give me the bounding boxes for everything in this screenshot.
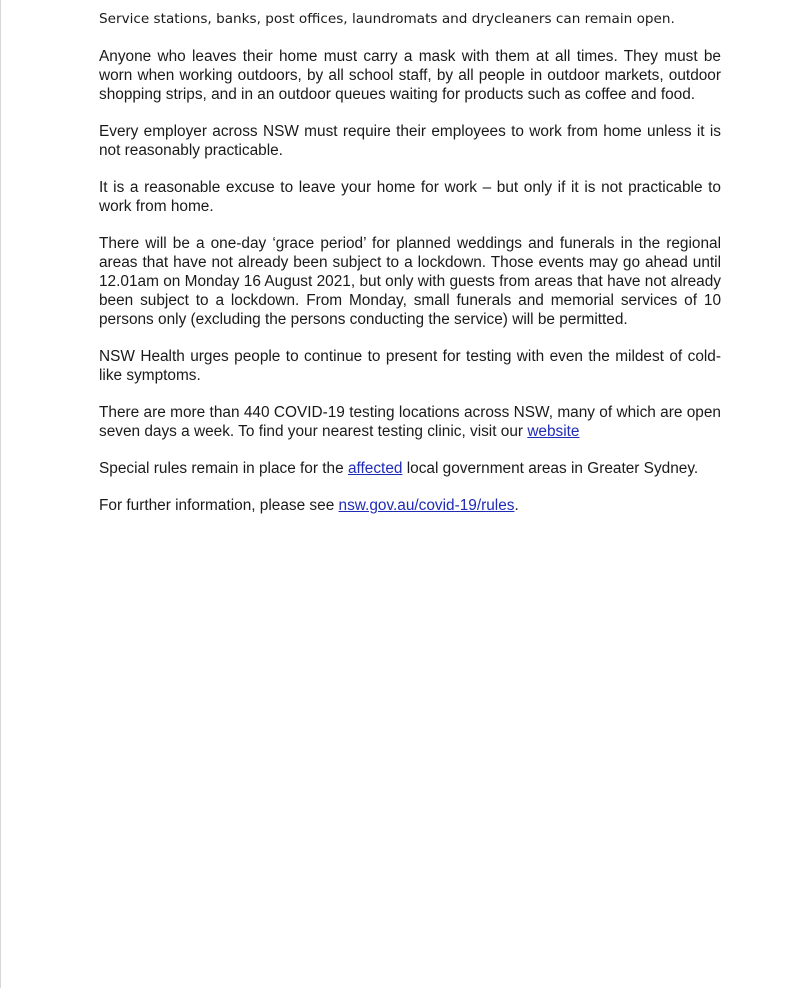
paragraph-services-open: Service stations, banks, post offices, laundromats and drycleaners can remain open. <box>99 11 675 27</box>
rules-link[interactable]: nsw.gov.au/covid-19/rules <box>338 497 515 514</box>
paragraph-testing-urge: NSW Health urges people to continue to present for testing with even the mildest of cold-like symptoms. <box>99 348 721 384</box>
paragraph-special-rules <box>99 459 721 478</box>
paragraph-testing-locations <box>99 403 721 441</box>
document-body <box>99 10 721 533</box>
testing-locations-text: There are more than 440 COVID-19 testing locations across NSW, many of which are open seven days a week. To find your nearest testing clinic, visit our <box>99 404 721 440</box>
paragraph-grace-period: There will be a one-day ‘grace period’ for planned weddings and funerals in the regional areas that have not already been subject to a lockdown. Those events may go ahead until 12.01am on Monday 16 August 2021, but only with guests from areas that have not already been subject to a lockdown. From Monday, small funerals and memorial services of 10 persons only (excluding the persons conducting the service) will be permitted. <box>99 235 721 328</box>
paragraph-masks: Anyone who leaves their home must carry a mask with them at all times. They must be worn when working outdoors, by all school staff, by all people in outdoor markets, outdoor shopping strips, and in an outdoor queues waiting for products such as coffee and food. <box>99 48 721 103</box>
paragraph-further-info <box>99 496 721 515</box>
paragraph-excuse-work: It is a reasonable excuse to leave your home for work – but only if it is not practicable to work from home. <box>99 179 721 215</box>
further-info-period: . <box>514 497 519 514</box>
further-info-text: For further information, please see <box>99 497 339 514</box>
page-left-edge <box>0 0 1 988</box>
special-rules-text-after: local government areas in Greater Sydney. <box>402 460 699 477</box>
paragraph-work-from-home: Every employer across NSW must require their employees to work from home unless it is not reasonably practicable. <box>99 123 721 159</box>
website-link[interactable]: website <box>527 423 580 440</box>
affected-link[interactable]: affected <box>347 460 403 477</box>
special-rules-text-before: Special rules remain in place for the <box>99 460 348 477</box>
